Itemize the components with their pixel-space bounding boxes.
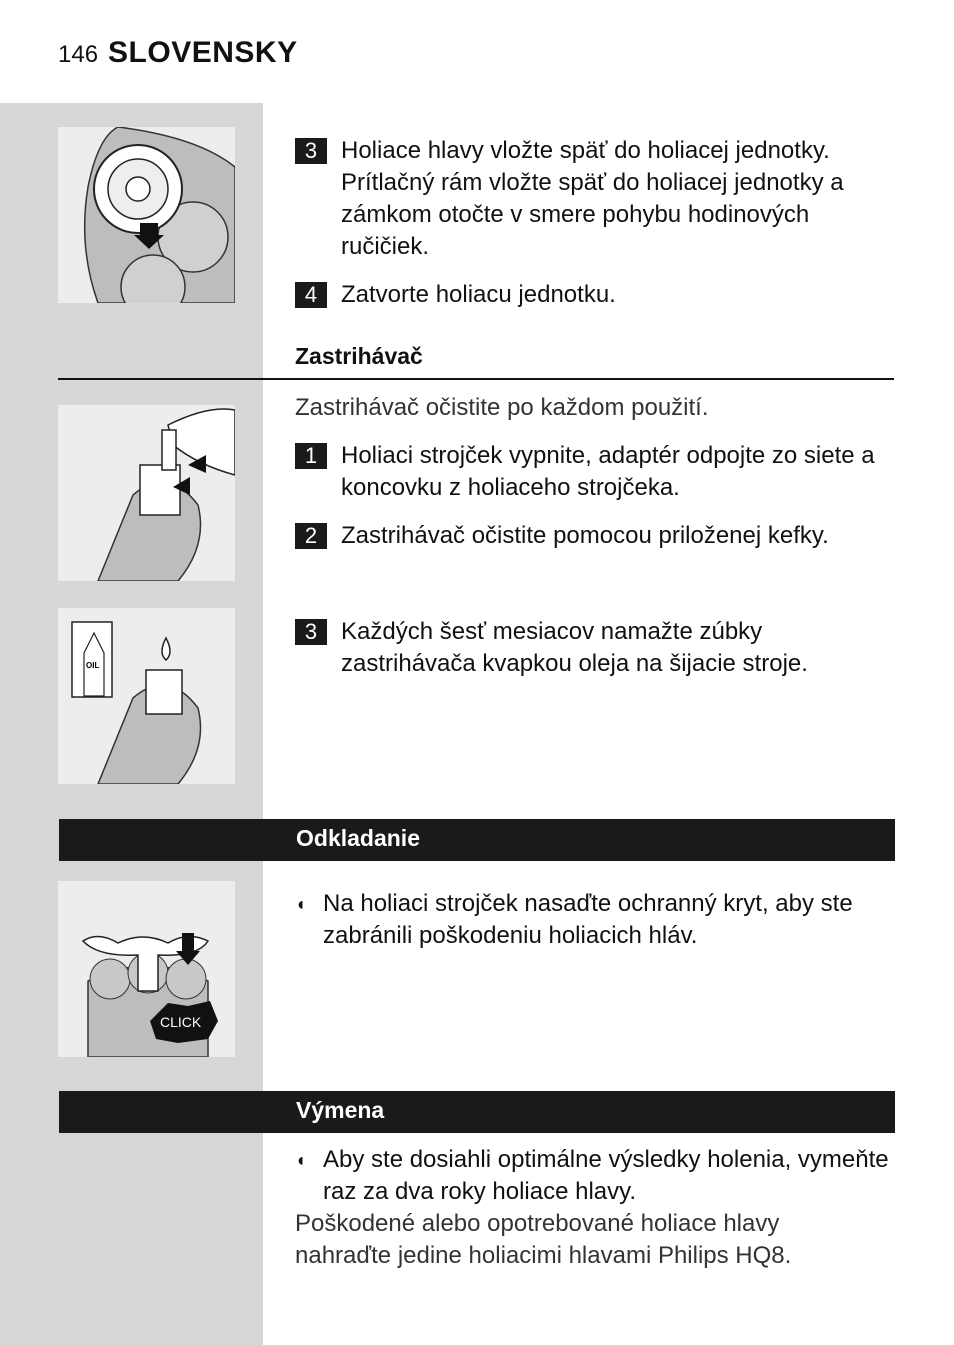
section1-steps xyxy=(295,135,895,311)
page-number: 146 xyxy=(58,41,99,68)
trimmer-brush-drawing xyxy=(58,405,235,581)
trimmer-brush-illustration xyxy=(58,405,235,581)
trimmer-oil-drawing xyxy=(58,608,235,784)
protection-cap-illustration xyxy=(58,881,235,1057)
trimmer-steps-block xyxy=(295,392,895,552)
shaving-head-illustration xyxy=(58,127,235,303)
step-text: Zatvorte holiacu jednotku. xyxy=(341,281,616,308)
protection-cap-drawing xyxy=(58,881,235,1057)
bullet-icon: ◖ xyxy=(295,894,306,914)
step-4 xyxy=(295,279,895,311)
storage-bullet-text: Na holiaci strojček nasaďte ochranný kryt, aby ste zabránili poškodeniu holiacich hláv. xyxy=(323,890,853,949)
replacement-note: Poškodené alebo opotrebované holiace hlavy nahraďte jedine holiacimi hlavami Philips HQ8. xyxy=(295,1210,792,1269)
page-header xyxy=(58,36,298,72)
oil-label: OIL xyxy=(86,661,100,670)
step-text: Holiace hlavy vložte späť do holiacej jednotky. Prítlačný rám vložte späť do holiacej jednotky a zámkom otočte v smere pohybu hodinových ručičiek. xyxy=(341,137,844,260)
step-text: Holiaci strojček vypnite, adaptér odpojte zo siete a koncovku z holiaceho strojčeka. xyxy=(341,442,875,501)
click-label: CLICK xyxy=(160,1014,202,1030)
step-text: Každých šesť mesiacov namažte zúbky zastrihávača kvapkou oleja na šijacie stroje. xyxy=(341,618,808,677)
replacement-block xyxy=(295,1144,895,1272)
replacement-heading-bar xyxy=(59,1091,895,1133)
step-number: 1 xyxy=(295,443,327,469)
trimmer-oil-illustration xyxy=(58,608,235,784)
trimmer-divider xyxy=(58,378,894,380)
language-title: SLOVENSKY xyxy=(108,36,298,69)
illustration-pointer xyxy=(235,126,263,158)
step-text: Zastrihávač očistite pomocou priloženej kefky. xyxy=(341,522,829,549)
replacement-heading: Výmena xyxy=(296,1097,385,1123)
shaving-head-drawing xyxy=(58,127,235,303)
replacement-bullet-item xyxy=(295,1144,895,1208)
storage-block xyxy=(295,888,895,952)
step-number: 2 xyxy=(295,523,327,549)
replacement-bullet-text: Aby ste dosiahli optimálne výsledky holenia, vymeňte raz za dva roky holiace hlavy. xyxy=(323,1146,889,1205)
trimmer-oil-step xyxy=(295,616,895,680)
step-1 xyxy=(295,440,895,504)
illustration-pointer xyxy=(235,881,263,913)
bullet-icon: ◖ xyxy=(295,1150,306,1170)
storage-heading-bar xyxy=(59,819,895,861)
step-2 xyxy=(295,520,895,552)
step-3-oil xyxy=(295,616,895,680)
storage-heading: Odkladanie xyxy=(296,825,420,851)
storage-bullet-item xyxy=(295,888,895,952)
step-number: 3 xyxy=(295,619,327,645)
trimmer-intro: Zastrihávač očistite po každom použití. xyxy=(295,394,709,421)
illustration-pointer xyxy=(235,607,263,639)
step-number: 3 xyxy=(295,138,327,164)
illustration-pointer xyxy=(235,404,263,436)
step-3 xyxy=(295,135,895,263)
trimmer-heading: Zastrihávač xyxy=(295,343,423,369)
step-number: 4 xyxy=(295,282,327,308)
